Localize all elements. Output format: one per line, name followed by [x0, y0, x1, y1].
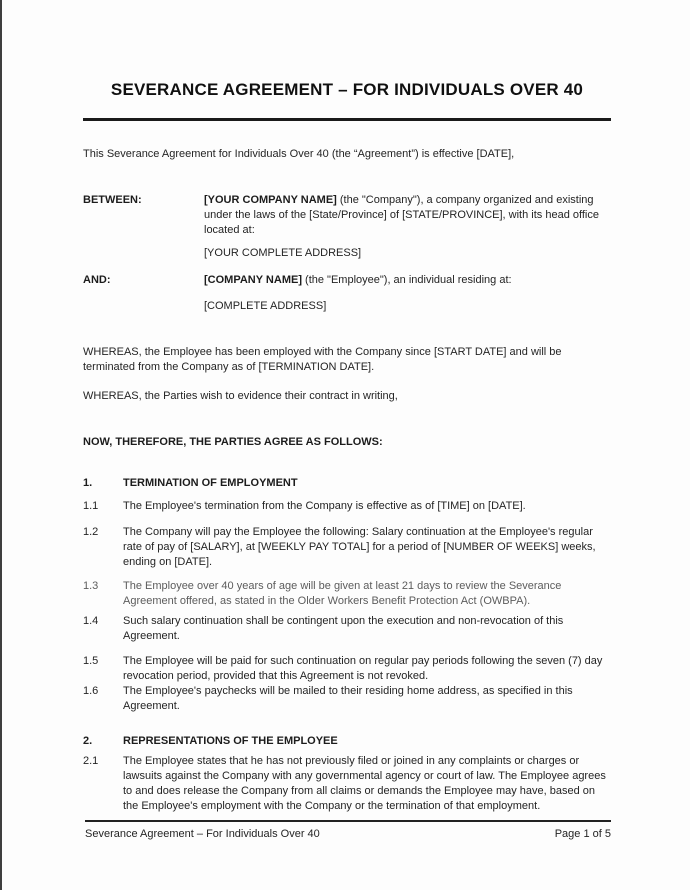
clause-1-3-number: 1.3 — [83, 580, 99, 592]
clause-2-1-row — [83, 754, 611, 814]
clause-1-3-text: The Employee over 40 years of age will be given at least 21 days to review the Severance Agreement offered, as stated in the Older Workers Benefit Protection Act (OWBPA). — [123, 580, 562, 607]
section-1-heading: TERMINATION OF EMPLOYMENT — [123, 477, 298, 489]
clause-2-1-number: 2.1 — [83, 755, 99, 767]
company-address-placeholder: [YOUR COMPLETE ADDRESS] — [204, 247, 362, 259]
clause-1-2-number: 1.2 — [83, 526, 99, 538]
clause-1-6-text: The Employee's paychecks will be mailed to their residing home address, as specified in this Agreement. — [123, 685, 573, 712]
section-1-heading-row — [83, 476, 611, 491]
section-2-number: 2. — [83, 735, 93, 747]
and-label: AND: — [83, 274, 111, 286]
employee-address-row — [83, 299, 611, 314]
footer-document-title: Severance Agreement – For Individuals Over 40 — [85, 828, 320, 840]
and-row — [83, 273, 611, 288]
document-title: SEVERANCE AGREEMENT – FOR INDIVIDUALS OVER 40 — [110, 80, 584, 99]
clause-1-3-row — [83, 579, 611, 609]
employee-address-placeholder: [COMPLETE ADDRESS] — [204, 300, 327, 312]
footer-page-number: Page 1 of 5 — [554, 828, 611, 840]
and-description: (the "Employee"), an individual residing at: — [301, 274, 512, 286]
clause-1-6-row — [83, 684, 611, 714]
whereas-paragraph-1: WHEREAS, the Employee has been employed with the Company since [START DATE] and will be terminated from the Company as of [TERMINATION DATE]. — [83, 346, 562, 373]
clause-1-1-text: The Employee's termination from the Company is effective as of [TIME] on [DATE]. — [123, 500, 526, 512]
clause-1-4-number: 1.4 — [83, 615, 99, 627]
between-row — [83, 193, 611, 238]
clause-1-1-row — [83, 499, 611, 514]
now-therefore-line: NOW, THEREFORE, THE PARTIES AGREE AS FOLLOWS: — [83, 436, 383, 448]
clause-1-5-row — [83, 654, 611, 684]
clause-1-6-number: 1.6 — [83, 685, 99, 697]
employee-name-placeholder: [COMPANY NAME] — [204, 274, 302, 286]
clause-1-5-text: The Employee will be paid for such continuation on regular pay periods following the seven (7) day revocation period, provided that this Agreement is not revoked. — [123, 655, 603, 682]
clause-1-1-number: 1.1 — [83, 500, 99, 512]
between-label: BETWEEN: — [83, 194, 142, 206]
employee-address-spacer — [83, 299, 204, 314]
company-address-row — [83, 246, 611, 261]
and-text — [204, 273, 611, 288]
company-name-placeholder: [YOUR COMPANY NAME] — [204, 194, 337, 206]
clause-1-5-number: 1.5 — [83, 655, 99, 667]
title-divider — [83, 118, 611, 121]
clause-1-4-text: Such salary continuation shall be contingent upon the execution and non-revocation of this Agreement. — [123, 615, 564, 642]
between-description: (the "Company"), a company organized and existing under the laws of the [State/Province] of [STATE/PROVINCE], with its head office located at: — [204, 194, 599, 236]
company-address-spacer — [83, 246, 204, 261]
clause-1-2-text: The Company will pay the Employee the following: Salary continuation at the Employee's regular rate of pay of [SALARY], at [WEEKLY PAY TOTAL] for a period of [NUMBER OF WEEKS] weeks, ending on [DATE]. — [123, 526, 596, 568]
page-footer — [85, 820, 611, 842]
section-2-heading: REPRESENTATIONS OF THE EMPLOYEE — [123, 735, 338, 747]
clause-2-1-text: The Employee states that he has not previously filed or joined in any complaints or charges or lawsuits against the Company with any governmental agency or court of law. The Employee agrees to and does release the Company from all claims or demands the Employee may have, based on the Employee's employment with the Company or the termination of that employment. — [123, 755, 606, 812]
section-1-number: 1. — [83, 477, 93, 489]
between-text — [204, 193, 611, 238]
intro-paragraph: This Severance Agreement for Individuals Over 40 (the “Agreement”) is effective [DATE], — [83, 148, 515, 160]
clause-1-4-row — [83, 614, 611, 644]
clause-1-2-row — [83, 525, 611, 570]
whereas-paragraph-2: WHEREAS, the Parties wish to evidence their contract in writing, — [83, 390, 398, 402]
section-2-heading-row — [83, 734, 611, 749]
